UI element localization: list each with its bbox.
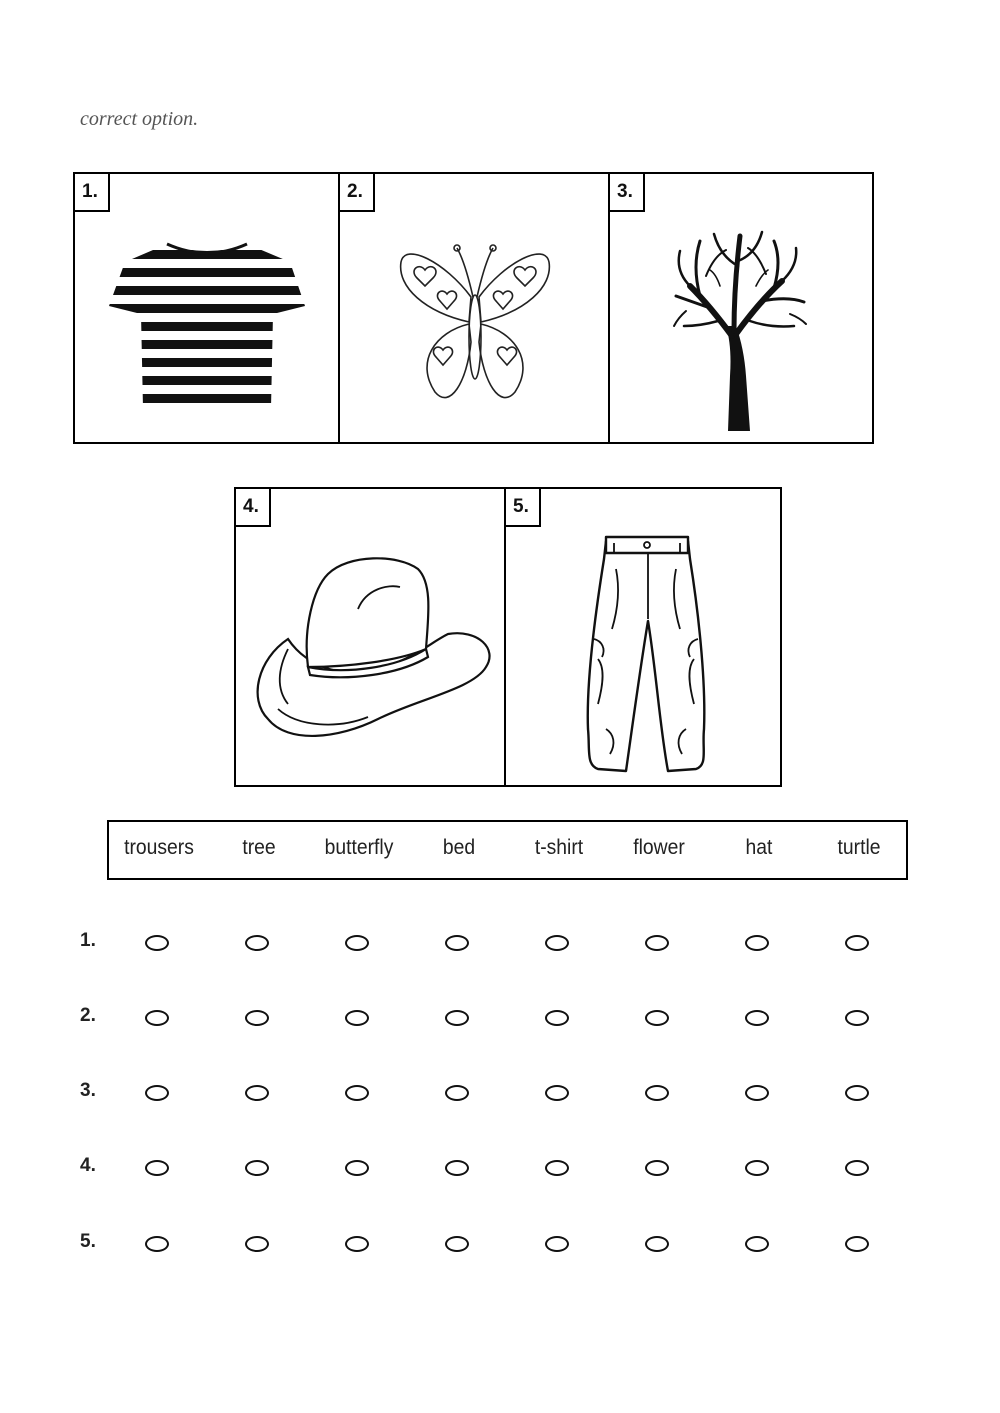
answer-bubble[interactable] <box>445 1236 469 1252</box>
answer-row-label: 2. <box>80 1005 96 1026</box>
answer-bubble[interactable] <box>145 1160 169 1176</box>
answer-bubble[interactable] <box>645 1010 669 1026</box>
answer-bubble[interactable] <box>345 1010 369 1026</box>
answer-bubble[interactable] <box>145 1236 169 1252</box>
picture-number: 1. <box>75 174 110 212</box>
answer-bubble[interactable] <box>545 1085 569 1101</box>
answer-row-label: 5. <box>80 1231 96 1252</box>
picture-number: 4. <box>236 489 271 527</box>
word-bank-item: flower <box>633 836 685 859</box>
answer-bubble[interactable] <box>545 1236 569 1252</box>
answer-bubble[interactable] <box>745 1085 769 1101</box>
picture-number: 5. <box>506 489 541 527</box>
answer-bubble[interactable] <box>245 935 269 951</box>
answer-bubble[interactable] <box>145 1085 169 1101</box>
answer-bubble[interactable] <box>745 1160 769 1176</box>
answer-bubble[interactable] <box>445 935 469 951</box>
word-bank-item: turtle <box>837 836 881 859</box>
answer-bubble[interactable] <box>745 1010 769 1026</box>
picture-box-3 <box>608 172 874 444</box>
answer-row-label: 3. <box>80 1080 96 1101</box>
word-bank-item: hat <box>745 836 773 859</box>
answer-row-label: 4. <box>80 1155 96 1176</box>
word-bank-item: t-shirt <box>534 836 584 859</box>
answer-bubble[interactable] <box>845 1160 869 1176</box>
answer-bubble[interactable] <box>245 1236 269 1252</box>
instructions-text: correct option. <box>80 112 199 130</box>
striped-tshirt-icon <box>105 236 310 416</box>
word-bank-item: butterfly <box>324 836 394 859</box>
answer-bubble[interactable] <box>545 1160 569 1176</box>
answer-bubble[interactable] <box>245 1160 269 1176</box>
butterfly-icon <box>395 242 555 412</box>
answer-row-label: 1. <box>80 930 96 951</box>
picture-number: 2. <box>340 174 375 212</box>
word-bank-item: trousers <box>124 836 194 859</box>
answer-bubble[interactable] <box>745 1236 769 1252</box>
picture-box-4 <box>234 487 506 787</box>
answer-bubble[interactable] <box>845 1236 869 1252</box>
cowboy-hat-icon <box>248 549 493 754</box>
answer-bubble[interactable] <box>145 935 169 951</box>
answer-bubble[interactable] <box>545 1010 569 1026</box>
answer-bubble[interactable] <box>645 1160 669 1176</box>
picture-box-5 <box>504 487 782 787</box>
picture-box-2 <box>338 172 610 444</box>
word-bank-item: bed <box>442 836 476 859</box>
answer-bubble[interactable] <box>345 935 369 951</box>
answer-bubble[interactable] <box>345 1236 369 1252</box>
answer-bubble[interactable] <box>345 1160 369 1176</box>
answer-bubble[interactable] <box>745 935 769 951</box>
answer-bubble[interactable] <box>645 1236 669 1252</box>
answer-bubble[interactable] <box>245 1010 269 1026</box>
trousers-icon <box>576 529 716 779</box>
answer-bubble[interactable] <box>445 1160 469 1176</box>
answer-bubble[interactable] <box>545 935 569 951</box>
picture-number: 3. <box>610 174 645 212</box>
answer-bubble[interactable] <box>345 1085 369 1101</box>
answer-bubble[interactable] <box>445 1085 469 1101</box>
word-bank-item: tree <box>242 836 276 859</box>
answer-bubble[interactable] <box>845 1085 869 1101</box>
answer-bubble[interactable] <box>245 1085 269 1101</box>
answer-bubble[interactable] <box>645 1085 669 1101</box>
answer-bubble[interactable] <box>445 1010 469 1026</box>
word-bank <box>107 820 908 880</box>
tree-icon <box>670 226 810 434</box>
answer-bubble[interactable] <box>845 935 869 951</box>
answer-bubble[interactable] <box>145 1010 169 1026</box>
answer-bubble[interactable] <box>645 935 669 951</box>
answer-bubble[interactable] <box>845 1010 869 1026</box>
picture-box-1 <box>73 172 340 444</box>
